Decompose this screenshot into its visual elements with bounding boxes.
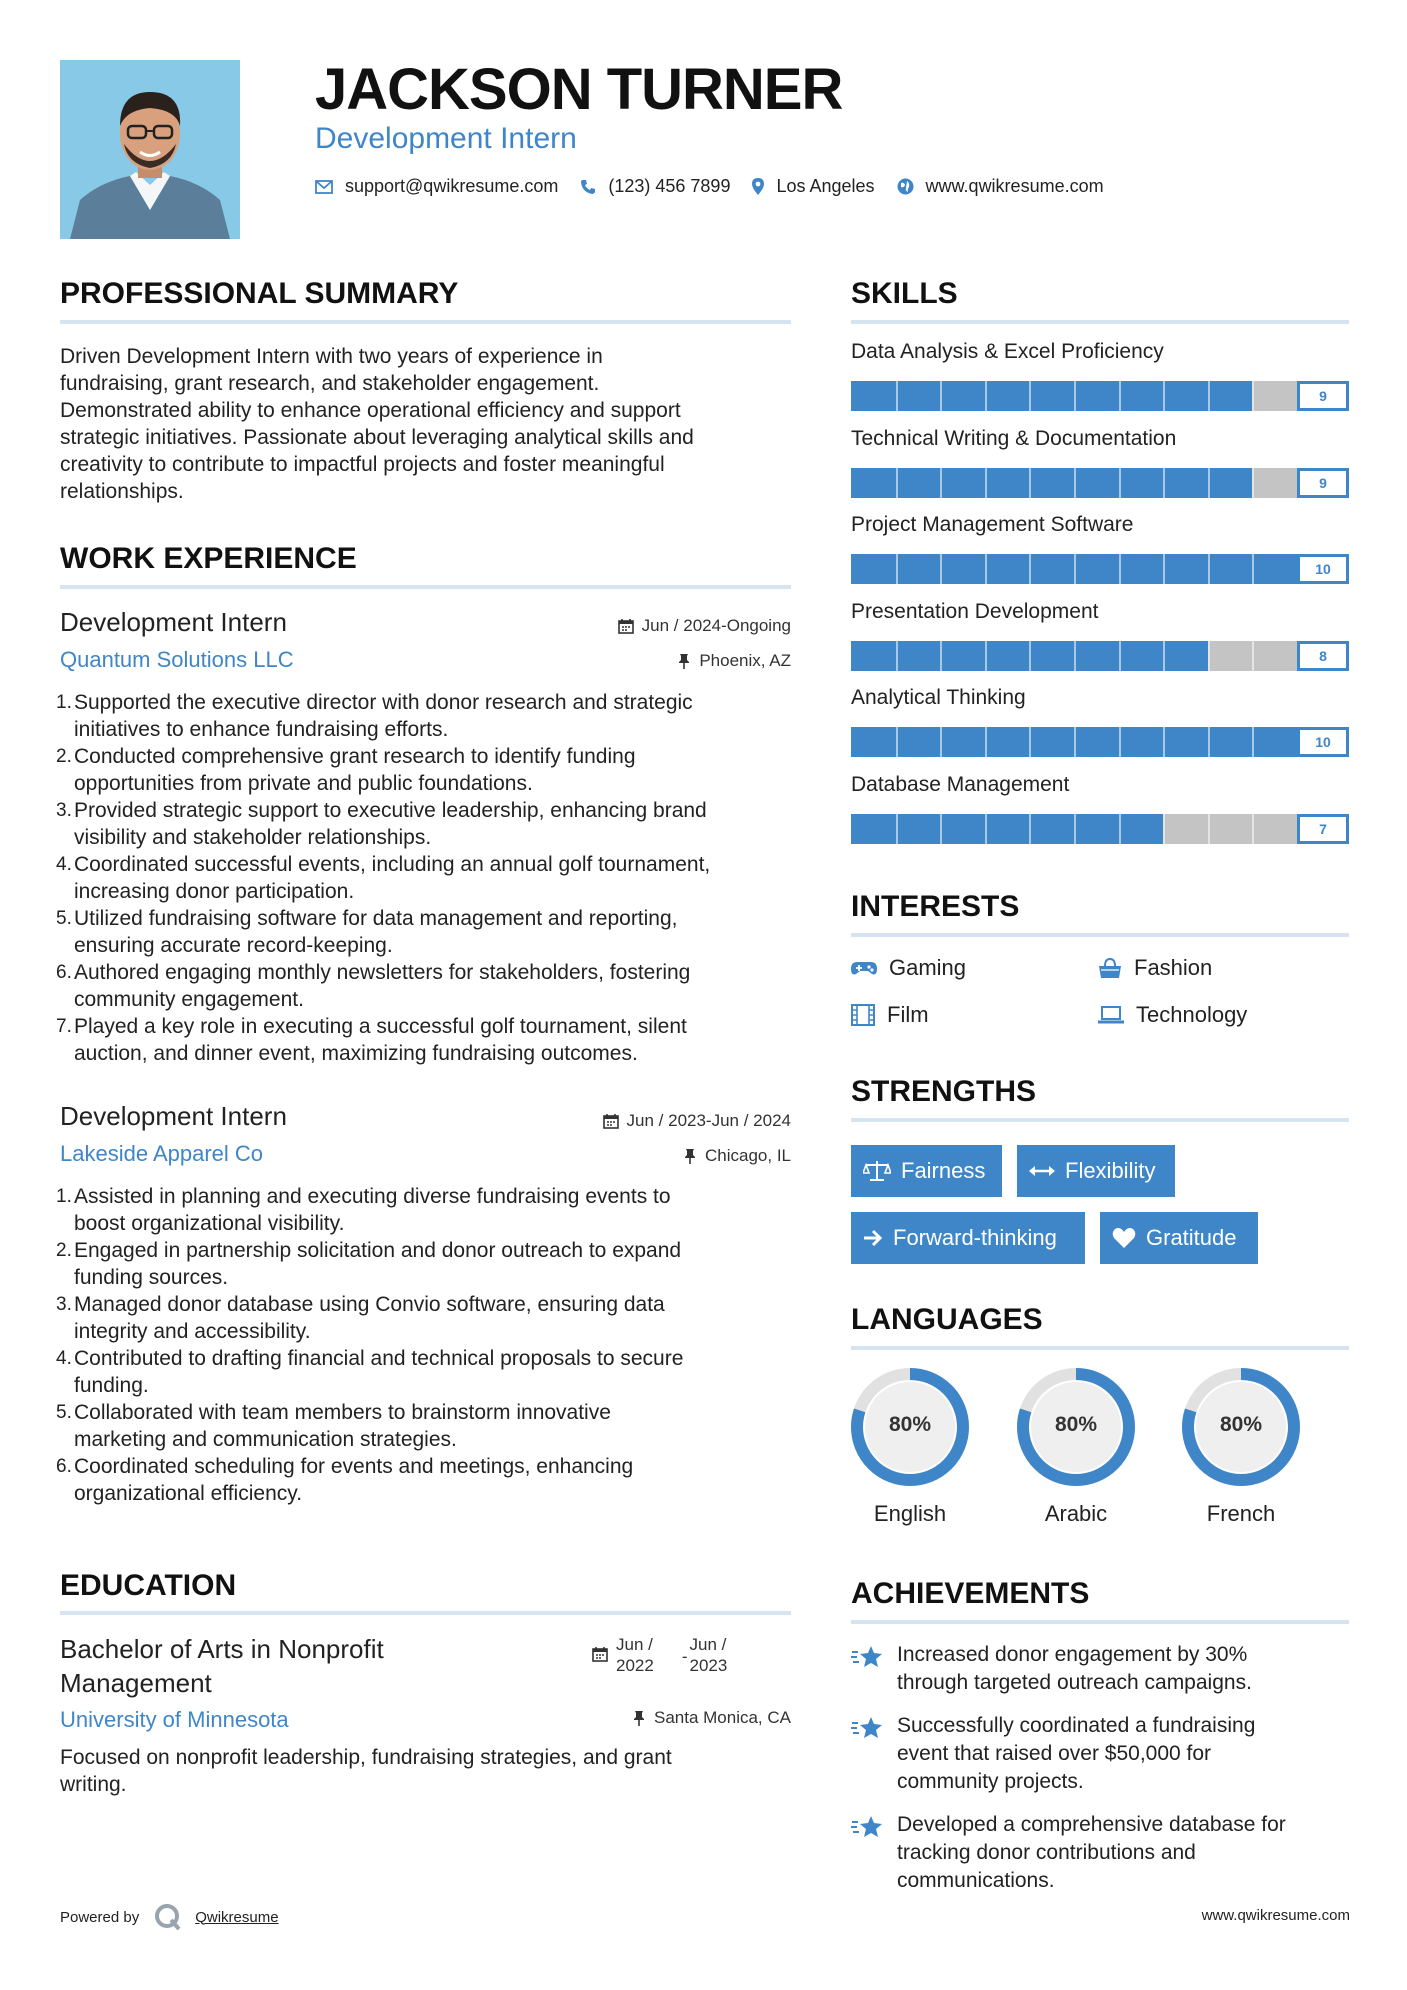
skill-bar-divider (896, 554, 898, 584)
skill-bar-divider (1208, 727, 1210, 757)
arrows-horizontal-icon (1029, 1165, 1055, 1177)
skill-bar-divider (1119, 468, 1121, 498)
skill-score: 9 (1297, 381, 1349, 411)
skill-bar-divider (1163, 641, 1165, 671)
profile-photo (60, 60, 240, 239)
skill-bar-divider (1163, 381, 1165, 411)
experience-rule (60, 585, 791, 589)
skill-bar-divider (1208, 468, 1210, 498)
language-name: French (1206, 1501, 1276, 1526)
skill-bar-divider (1163, 554, 1165, 584)
skill-score: 8 (1297, 641, 1349, 671)
arrow-right-icon (863, 1229, 883, 1247)
interest-film: Film (851, 1002, 929, 1028)
skill-label: Analytical Thinking (851, 686, 1026, 709)
location-text: Los Angeles (776, 176, 875, 196)
education-heading: EDUCATION (60, 1569, 237, 1602)
summary-rule (60, 320, 791, 324)
envelope-icon (315, 180, 333, 194)
list-item: 7. Played a key role in executing a successful golf tournament, silent auction, and dinner event, maximizing fundraising outcomes. (56, 1015, 687, 1065)
list-item: 4. Coordinated successful events, including an annual golf tournament, increasing donor participation. (56, 853, 711, 903)
skill-bar-divider (1029, 381, 1031, 411)
calendar-icon (592, 1646, 608, 1662)
email-text: support@qwikresume.com (345, 176, 559, 196)
website-text: www.qwikresume.com (925, 176, 1104, 196)
shooting-star-icon (851, 1643, 885, 1671)
skill-bar-divider (1119, 554, 1121, 584)
interest-fashion: Fashion (1098, 955, 1212, 981)
skills-rule (851, 320, 1349, 324)
skill-bar-fill (851, 727, 1349, 757)
skill-bar-divider (1208, 554, 1210, 584)
balance-scale-icon (863, 1160, 891, 1182)
degree-line: Management (60, 1668, 212, 1698)
list-item: 5. Utilized fundraising software for data management and reporting, ensuring accurate record-keeping. (56, 907, 678, 957)
summary-line: creativity to contribute to impactful projects and foster meaningful (60, 453, 665, 476)
summary-line: Driven Development Intern with two years of experience in (60, 345, 603, 368)
skill-bar-divider (1029, 814, 1031, 844)
skill-bar-divider (1119, 381, 1121, 411)
list-item: 6. Authored engaging monthly newsletters for stakeholders, fostering community engagement. (56, 961, 691, 1011)
company-name: Lakeside Apparel Co (60, 1141, 264, 1166)
summary-line: strategic initiatives. Passionate about leveraging analytical skills and (60, 426, 694, 449)
skill-bar-fill (851, 381, 1252, 411)
skills-heading: SKILLS (851, 277, 958, 310)
footer-site-link[interactable]: www.qwikresume.com (1201, 1907, 1350, 1924)
skill-bar (851, 814, 1349, 844)
footer-brand-link[interactable]: Qwikresume (195, 1908, 279, 1926)
shooting-star-icon (851, 1813, 885, 1841)
skill-bar-divider (985, 814, 987, 844)
list-item: 1. Assisted in planning and executing diverse fundraising events to boost organizational visibility. (56, 1185, 671, 1235)
experience-heading: WORK EXPERIENCE (60, 542, 357, 575)
skill-bar (851, 641, 1349, 671)
job-title: Development Intern (60, 607, 287, 637)
pushpin-icon (632, 1710, 646, 1726)
skill-bar-fill (851, 468, 1252, 498)
skill-bar-divider (1208, 641, 1210, 671)
skill-bar-divider (940, 641, 942, 671)
achievement-item: Developed a comprehensive database for tracking donor contributions and communications. (851, 1811, 1351, 1895)
skill-bar-divider (985, 381, 987, 411)
skill-bar-divider (940, 814, 942, 844)
heart-icon (1112, 1227, 1136, 1249)
job-dates-text: Jun / 2023-Jun / 2024 (626, 1111, 791, 1130)
language-percent: 80% (1054, 1413, 1098, 1436)
achievements-heading: ACHIEVEMENTS (851, 1577, 1090, 1610)
skill-bar-divider (1163, 727, 1165, 757)
interest-gaming: Gaming (851, 955, 966, 981)
skill-bar-divider (1252, 641, 1254, 671)
summary-line: Demonstrated ability to enhance operational efficiency and support (60, 399, 681, 422)
skill-bar-divider (1119, 814, 1121, 844)
contact-phone[interactable] (580, 176, 730, 197)
pushpin-icon (683, 1148, 697, 1164)
skill-bar-divider (896, 641, 898, 671)
languages-rule (851, 1346, 1349, 1350)
list-item: 1. Supported the executive director with donor research and strategic initiatives to enhance fundraising efforts. (56, 691, 693, 741)
skill-bar-divider (1074, 381, 1076, 411)
skill-bar-divider (1252, 727, 1254, 757)
interest-technology: Technology (1098, 1002, 1247, 1028)
candidate-name: JACKSON TURNER (315, 57, 843, 122)
phone-icon (580, 179, 596, 195)
strength-chip-gratitude: Gratitude (1100, 1212, 1258, 1264)
shooting-star-icon (851, 1714, 885, 1742)
summary-line: fundraising, grant research, and stakeholder engagement. (60, 372, 600, 395)
contact-location (752, 176, 874, 197)
strengths-rule (851, 1118, 1349, 1122)
skill-bar-divider (1074, 814, 1076, 844)
education-description: Focused on nonprofit leadership, fundraising strategies, and grant writing. (60, 1746, 672, 1796)
job-location (683, 1146, 791, 1166)
job-dates (618, 616, 791, 636)
skill-bar-divider (985, 554, 987, 584)
skill-label: Presentation Development (851, 599, 1099, 623)
globe-icon (897, 178, 914, 195)
skill-score: 10 (1297, 554, 1349, 584)
education-location (632, 1708, 791, 1728)
skill-label: Data Analysis & Excel Proficiency (851, 340, 1164, 363)
skill-bar-divider (1074, 554, 1076, 584)
contact-website[interactable] (897, 176, 1104, 197)
skill-bar (851, 727, 1349, 757)
skill-bar-divider (1252, 468, 1254, 498)
skill-bar-divider (1252, 814, 1254, 844)
qwikresume-logo-icon (153, 1902, 183, 1932)
job-title: Development Intern (60, 1101, 287, 1131)
strength-chip-fairness: Fairness (851, 1145, 1002, 1197)
education-rule (60, 1611, 791, 1615)
skill-bar-divider (1208, 814, 1210, 844)
film-icon (851, 1004, 875, 1026)
degree-line: Bachelor of Arts in Nonprofit (60, 1634, 384, 1664)
skill-bar-fill (851, 814, 1163, 844)
contact-bar (315, 176, 1126, 197)
achievement-item: Successfully coordinated a fundraising event that raised over $50,000 for community projects. (851, 1712, 1351, 1796)
list-item: 2. Engaged in partnership solicitation and donor outreach to expand funding sources. (56, 1239, 682, 1289)
skill-bar-divider (896, 727, 898, 757)
job-location (677, 651, 791, 671)
date-dash: - (681, 1647, 688, 1666)
strength-chip-forward-thinking: Forward-thinking (851, 1212, 1085, 1264)
skill-bar-divider (1029, 554, 1031, 584)
skill-bar-divider (896, 814, 898, 844)
skill-bar-divider (1163, 814, 1165, 844)
summary-heading: PROFESSIONAL SUMMARY (60, 277, 459, 310)
language-percent: 80% (888, 1413, 932, 1436)
interests-rule (851, 933, 1349, 937)
job-dates-text: Jun / 2024-Ongoing (641, 616, 791, 635)
summary-text (60, 343, 800, 505)
shopping-bag-icon (1098, 957, 1122, 979)
phone-text: (123) 456 7899 (608, 176, 731, 196)
skill-bar-divider (896, 468, 898, 498)
avatar-portrait-icon (60, 60, 240, 239)
job-duties-list (56, 689, 801, 1067)
skill-label: Technical Writing & Documentation (851, 426, 1177, 450)
languages-heading: LANGUAGES (851, 1303, 1043, 1336)
skill-label: Project Management Software (851, 513, 1134, 536)
skill-score: 9 (1297, 468, 1349, 498)
skill-score: 10 (1297, 727, 1349, 757)
skill-bar-divider (940, 468, 942, 498)
skill-bar-divider (1029, 468, 1031, 498)
skill-bar (851, 468, 1349, 498)
skill-bar-divider (1119, 641, 1121, 671)
list-item: 4. Contributed to drafting financial and technical proposals to secure funding. (56, 1347, 684, 1397)
company-name: Quantum Solutions LLC (60, 647, 294, 672)
job-location-text: Phoenix, AZ (699, 651, 791, 670)
powered-by-text: Powered by (60, 1908, 140, 1926)
school-name: University of Minnesota (60, 1707, 289, 1732)
skill-bar-divider (940, 554, 942, 584)
skill-bar-divider (1074, 468, 1076, 498)
education-end: Jun / 2023 (689, 1635, 728, 1675)
skill-bar-divider (1252, 554, 1254, 584)
achievement-item: Increased donor engagement by 30% through targeted outreach campaigns. (851, 1641, 1351, 1697)
gamepad-icon (851, 960, 877, 976)
laptop-icon (1098, 1006, 1124, 1024)
strength-chip-flexibility: Flexibility (1017, 1145, 1175, 1197)
skill-bar-divider (940, 381, 942, 411)
degree-title (60, 1632, 384, 1700)
education-location-text: Santa Monica, CA (653, 1708, 791, 1727)
skill-score: 7 (1297, 814, 1349, 844)
skill-bar-divider (1252, 381, 1254, 411)
job-location-text: Chicago, IL (705, 1146, 791, 1165)
language-name: English (873, 1501, 947, 1526)
contact-email[interactable] (315, 176, 558, 197)
calendar-icon (603, 1113, 619, 1129)
skill-bar (851, 381, 1349, 411)
calendar-icon (618, 618, 634, 634)
skill-bar-divider (1029, 641, 1031, 671)
map-pin-icon (752, 178, 764, 195)
skill-label: Database Management (851, 772, 1070, 796)
skill-bar-divider (1029, 727, 1031, 757)
skill-bar-divider (940, 727, 942, 757)
job-dates (603, 1111, 791, 1131)
list-item: 3. Provided strategic support to executive leadership, enhancing brand visibility and stakeholder relationships. (56, 799, 707, 849)
list-item: 5. Collaborated with team members to brainstorm innovative marketing and communication strategies. (56, 1401, 611, 1451)
skill-bar-divider (1208, 381, 1210, 411)
job-duties-list (56, 1183, 801, 1507)
education-start: Jun / 2022 (616, 1635, 654, 1675)
skill-bar-fill (851, 554, 1349, 584)
skill-bar-divider (1119, 727, 1121, 757)
language-percent: 80% (1219, 1413, 1263, 1436)
skill-bar-divider (1163, 468, 1165, 498)
pushpin-icon (677, 653, 691, 669)
skill-bar-divider (985, 468, 987, 498)
language-name: Arabic (1044, 1501, 1108, 1526)
list-item: 2. Conducted comprehensive grant research to identify funding opportunities from private and public foundations. (56, 745, 636, 795)
summary-line: relationships. (60, 480, 184, 503)
skill-bar (851, 554, 1349, 584)
skill-bar-divider (985, 727, 987, 757)
skill-bar-divider (985, 641, 987, 671)
achievements-rule (851, 1620, 1349, 1624)
strengths-heading: STRENGTHS (851, 1075, 1037, 1108)
interests-heading: INTERESTS (851, 890, 1020, 923)
list-item: 6. Coordinated scheduling for events and meetings, enhancing organizational efficiency. (56, 1455, 634, 1505)
candidate-role: Development Intern (315, 122, 577, 155)
skill-bar-divider (1074, 641, 1076, 671)
list-item: 3. Managed donor database using Convio software, ensuring data integrity and accessibility. (56, 1293, 665, 1343)
footer-powered-by (60, 1902, 279, 1932)
education-dates (592, 1634, 727, 1676)
skill-bar-divider (896, 381, 898, 411)
skill-bar-divider (1074, 727, 1076, 757)
